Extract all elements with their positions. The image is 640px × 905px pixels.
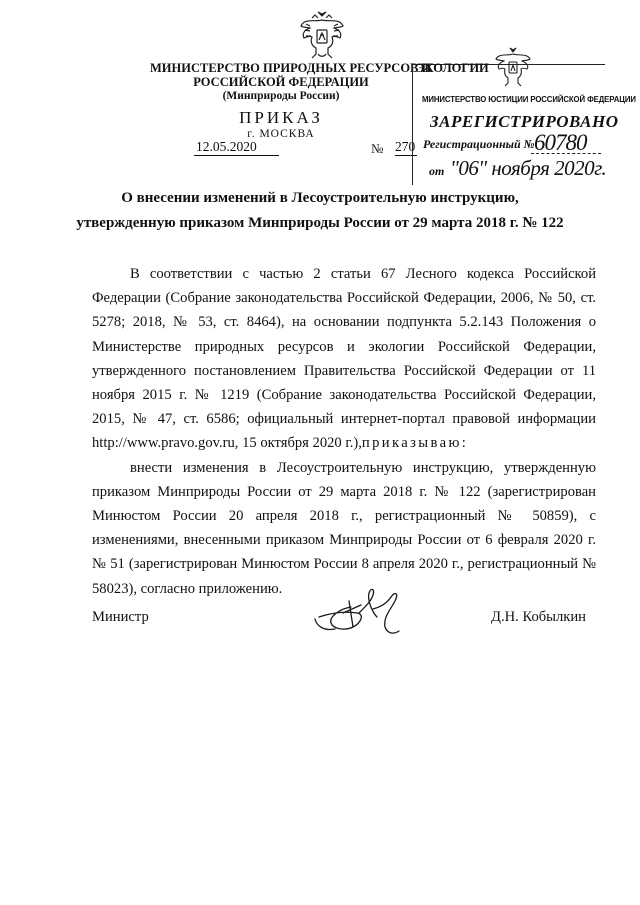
ministry-name-line1: МИНИСТЕРСТВО ПРИРОДНЫХ РЕСУРСОВ И (150, 61, 432, 75)
ministry-short-name: (Минприроды России) (222, 90, 340, 102)
stamp-registration-number: 60780 (534, 130, 587, 155)
document-city: г. МОСКВА (247, 128, 315, 140)
signer-name: Д.Н. Кобылкин (491, 609, 586, 625)
document-type: ПРИКАЗ (239, 108, 323, 127)
stamp-organization: МИНИСТЕРСТВО ЮСТИЦИИ РОССИЙСКОЙ ФЕДЕРАЦИИ (422, 95, 636, 104)
title-line1: О внесении изменений в Лесоустроительную инструкцию, (121, 190, 519, 206)
document-body (92, 262, 596, 601)
handwritten-signature-icon (313, 583, 417, 639)
stamp-date-prefix: от (429, 164, 445, 178)
body-paragraph-1-text: В соответствии с частью 2 статьи 67 Лесного кодекса Российской Федерации (Собрание законодательства Российской Федерации, 2006, № 50, ст. 5278; 2018, № 53, ст. 8464), на основании подпункта 5.2.143 Положения о Министерстве природных ресурсов и экологии Российской Федерации, утвержденного постановлением Правительства Российской Федерации от 11 ноября 2015 г. № 1219 (Собрание законодательства Российской Федерации, 2015, № 47, ст. 6586; официальный интернет-портал правовой информации http://www.pravo.gov.ru, 15 октября 2020 г.), (92, 266, 596, 452)
stamp-status: ЗАРЕГИСТРИРОВАНО (430, 112, 619, 131)
body-paragraph (92, 262, 596, 456)
document-number: 270 (395, 139, 416, 154)
document-title (60, 186, 580, 236)
signer-position: Министр (92, 609, 149, 625)
ministry-header (150, 61, 432, 103)
coat-of-arms-icon (298, 10, 346, 62)
document-date: 12.05.2020 (194, 139, 279, 156)
stamp-number-underline (531, 153, 601, 154)
stamp-overlap-text: ЭКОЛОГИИ (416, 61, 489, 75)
order-word: приказываю: (361, 435, 469, 452)
ministry-name-line2: РОССИЙСКОЙ ФЕДЕРАЦИИ (193, 75, 369, 89)
stamp-handwritten-date: "06" ноября 2020г. (450, 156, 607, 180)
document-number-label: № (371, 141, 384, 156)
stamp-registration-label: Регистрационный № (423, 137, 535, 151)
stamp-coat-of-arms-icon (494, 46, 532, 90)
body-paragraph-2: внести изменения в Лесоустроительную инструкцию, утвержденную приказом Минприроды России от 29 марта 2018 г. № 122 (зарегистрирован Минюстом России 20 апреля 2018 г., регистрационный № 50859), с изменениями, внесенными приказом Минприроды России от 6 февраля 2020 г. № 51 (зарегистрирован Минюстом России 8 апреля 2020 г., регистрационный № 58023), согласно приложению. (92, 459, 596, 597)
title-line2: утвержденную приказом Минприроды России от 29 марта 2018 г. № 122 (76, 215, 564, 231)
